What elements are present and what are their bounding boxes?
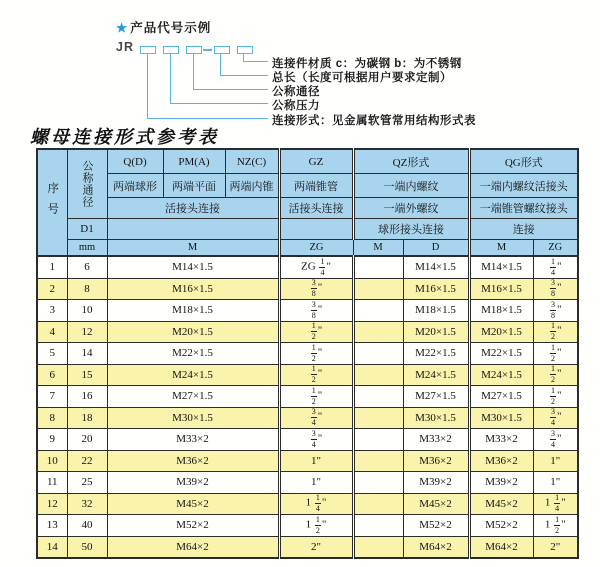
header-blank: [107, 219, 279, 240]
cell-qz-d: M24×1.5: [403, 364, 469, 386]
cell-seq: 11: [37, 472, 67, 494]
code-box: [237, 46, 253, 54]
cell-qg-m: M39×2: [469, 472, 533, 494]
header-unit-mm: mm: [67, 240, 107, 257]
header-seq: 序号: [37, 149, 67, 256]
cell-qz-d: M27×1.5: [403, 386, 469, 408]
header-qg-desc1: 一端内螺纹活接头: [469, 174, 578, 198]
cell-qg-zg: $\frac{1}{2}$ ": [533, 343, 578, 365]
header-qz-desc1: 一端内螺纹: [353, 174, 469, 198]
cell-qg-m: M14×1.5: [469, 256, 533, 278]
cell-dn: 8: [67, 278, 107, 300]
cell-gz: $\frac{1}{2}$ ": [279, 386, 353, 408]
code-label-connection: 连接形式：见金属软管常用结构形式表: [272, 115, 476, 127]
cell-qg-m: M33×2: [469, 429, 533, 451]
cell-gz: 1 $\frac{1}{4}$ ": [279, 493, 353, 515]
cell-seq: 2: [37, 278, 67, 300]
cell-dn: 6: [67, 256, 107, 278]
cell-dn: 14: [67, 343, 107, 365]
header-gz-conn: 活接头连接: [279, 198, 353, 219]
table-row: [37, 450, 578, 472]
cell-m: M45×2: [107, 493, 279, 515]
cell-m: M27×1.5: [107, 386, 279, 408]
header-col-qg: QG形式: [469, 149, 578, 174]
cell-dn: 40: [67, 515, 107, 537]
cell-m: M20×1.5: [107, 321, 279, 343]
table-row: [37, 364, 578, 386]
connector-line: [170, 103, 268, 104]
cell-qg-m: M20×1.5: [469, 321, 533, 343]
header-col-gz: GZ: [279, 149, 353, 174]
connector-line: [220, 53, 221, 76]
cell-gz: $\frac{3}{8}$ ": [279, 278, 353, 300]
header-union-conn: 活接头连接: [107, 198, 279, 219]
cell-dn: 32: [67, 493, 107, 515]
cell-qg-zg: $\frac{1}{2}$ ": [533, 321, 578, 343]
code-prefix: JR: [116, 40, 134, 54]
cell-dn: 12: [67, 321, 107, 343]
cell-seq: 10: [37, 450, 67, 472]
cell-qz-m: [353, 515, 403, 537]
code-label-material: 连接件材质 c：为碳钢 b：为不锈钢: [272, 58, 462, 70]
table-row: [37, 343, 578, 365]
cell-gz: 1 $\frac{1}{2}$ ": [279, 515, 353, 537]
cell-gz: $\frac{3}{4}$ ": [279, 407, 353, 429]
code-label-length: 总长（长度可根据用户要求定制）: [272, 72, 452, 84]
cell-qz-d: M45×2: [403, 493, 469, 515]
header-qg-desc2: 一端锥管螺纹接头: [469, 198, 578, 219]
table-row: [37, 256, 578, 278]
cell-gz: $\frac{3}{4}$ ": [279, 429, 353, 451]
cell-seq: 4: [37, 321, 67, 343]
cell-dn: 50: [67, 536, 107, 558]
cell-dn: 15: [67, 364, 107, 386]
cell-seq: 14: [37, 536, 67, 558]
cell-qg-m: M36×2: [469, 450, 533, 472]
diagram-title-text: 产品代号示例: [130, 21, 212, 35]
cell-qg-zg: 1": [533, 450, 578, 472]
cell-m: M14×1.5: [107, 256, 279, 278]
cell-seq: 7: [37, 386, 67, 408]
header-nz-desc: 两端内锥: [225, 174, 279, 198]
header-col-qz: QZ形式: [353, 149, 469, 174]
cell-seq: 12: [37, 493, 67, 515]
cell-qg-zg: 2": [533, 536, 578, 558]
cell-qz-m: [353, 429, 403, 451]
cell-seq: 8: [37, 407, 67, 429]
cell-qz-m: [353, 472, 403, 494]
cell-qz-d: M64×2: [403, 536, 469, 558]
cell-seq: 6: [37, 364, 67, 386]
header-dn: 公称通径: [67, 149, 107, 219]
cell-seq: 5: [37, 343, 67, 365]
cell-qg-zg: 1": [533, 472, 578, 494]
connector-line: [193, 89, 268, 90]
cell-gz: ZG $\frac{1}{4}$ ": [279, 256, 353, 278]
header-qz-conn: 球形接头连接: [353, 219, 469, 240]
cell-qz-d: M20×1.5: [403, 321, 469, 343]
cell-seq: 1: [37, 256, 67, 278]
cell-qg-zg: $\frac{1}{4}$ ": [533, 256, 578, 278]
cell-m: M16×1.5: [107, 278, 279, 300]
cell-qz-d: M18×1.5: [403, 300, 469, 322]
cell-qg-m: M52×2: [469, 515, 533, 537]
cell-qg-m: M27×1.5: [469, 386, 533, 408]
table-body: [37, 256, 578, 558]
cell-qz-m: [353, 278, 403, 300]
header-unit-qg-zg: ZG: [533, 240, 578, 257]
cell-qz-m: [353, 493, 403, 515]
cell-qz-m: [353, 450, 403, 472]
header-qz-desc2: 一端外螺纹: [353, 198, 469, 219]
cell-gz: 1": [279, 450, 353, 472]
header-unit-m: M: [107, 240, 279, 257]
cell-qz-d: M39×2: [403, 472, 469, 494]
cell-qz-d: M33×2: [403, 429, 469, 451]
table-row: [37, 300, 578, 322]
connector-line: [170, 53, 171, 104]
cell-gz: $\frac{1}{2}$ ": [279, 364, 353, 386]
header-col-nz: NZ(C): [225, 149, 279, 174]
header-d1: D1: [67, 219, 107, 240]
cell-qg-zg: $\frac{3}{4}$ ": [533, 429, 578, 451]
cell-dn: 16: [67, 386, 107, 408]
cell-m: M52×2: [107, 515, 279, 537]
cell-qz-m: [353, 256, 403, 278]
cell-qz-d: M30×1.5: [403, 407, 469, 429]
table-title: 螺母连接形式参考表: [30, 127, 219, 148]
cell-m: M30×1.5: [107, 407, 279, 429]
cell-gz: 2": [279, 536, 353, 558]
cell-qg-zg: $\frac{3}{8}$ ": [533, 278, 578, 300]
cell-qg-zg: $\frac{1}{2}$ ": [533, 386, 578, 408]
header-gz-desc: 两端锥管: [279, 174, 353, 198]
cell-qz-m: [353, 364, 403, 386]
cell-qg-m: M30×1.5: [469, 407, 533, 429]
cell-m: M36×2: [107, 450, 279, 472]
cell-dn: 25: [67, 472, 107, 494]
table-row: [37, 429, 578, 451]
cell-seq: 3: [37, 300, 67, 322]
header-col-q: Q(D): [107, 149, 163, 174]
cell-m: M39×2: [107, 472, 279, 494]
star-icon: ★: [116, 21, 129, 35]
connector-line: [147, 53, 148, 119]
table-row: [37, 386, 578, 408]
cell-qg-m: M45×2: [469, 493, 533, 515]
table-row: [37, 472, 578, 494]
cell-dn: 20: [67, 429, 107, 451]
cell-qz-m: [353, 386, 403, 408]
cell-qg-zg: 1 $\frac{1}{4}$ ": [533, 493, 578, 515]
cell-dn: 18: [67, 407, 107, 429]
cell-qg-m: M64×2: [469, 536, 533, 558]
cell-qg-zg: $\frac{3}{8}$ ": [533, 300, 578, 322]
cell-qg-m: M16×1.5: [469, 278, 533, 300]
code-dash: [203, 49, 212, 51]
table-row: [37, 407, 578, 429]
table-row: [37, 278, 578, 300]
cell-qg-m: M22×1.5: [469, 343, 533, 365]
cell-qz-m: [353, 343, 403, 365]
table-row: [37, 493, 578, 515]
cell-seq: 9: [37, 429, 67, 451]
cell-qz-d: M14×1.5: [403, 256, 469, 278]
cell-m: M18×1.5: [107, 300, 279, 322]
cell-qz-m: [353, 321, 403, 343]
nut-connection-table: [36, 148, 579, 559]
header-col-pm: PM(A): [163, 149, 225, 174]
table-row: [37, 321, 578, 343]
cell-gz: $\frac{3}{8}$ ": [279, 300, 353, 322]
header-unit-qz-d: D: [403, 240, 469, 257]
cell-qg-zg: $\frac{1}{2}$ ": [533, 364, 578, 386]
cell-m: M24×1.5: [107, 364, 279, 386]
cell-gz: $\frac{1}{2}$ ": [279, 321, 353, 343]
cell-qz-m: [353, 300, 403, 322]
cell-qg-zg: $\frac{3}{4}$ ": [533, 407, 578, 429]
table-row: [37, 536, 578, 558]
table-row: [37, 515, 578, 537]
connector-line: [243, 61, 268, 62]
cell-seq: 13: [37, 515, 67, 537]
cell-qg-m: M18×1.5: [469, 300, 533, 322]
diagram-title: [116, 18, 211, 36]
header-qg-conn: 连接: [469, 219, 578, 240]
cell-dn: 10: [67, 300, 107, 322]
connector-line: [220, 75, 268, 76]
cell-m: M33×2: [107, 429, 279, 451]
header-blank: [279, 219, 353, 240]
cell-qg-zg: 1 $\frac{1}{2}$ ": [533, 515, 578, 537]
cell-qz-d: M36×2: [403, 450, 469, 472]
code-label-pressure: 公称压力: [272, 100, 320, 112]
cell-dn: 22: [67, 450, 107, 472]
code-box: [214, 46, 230, 54]
cell-qz-d: M52×2: [403, 515, 469, 537]
header-unit-qz-m: M: [353, 240, 403, 257]
header-unit-zg: ZG: [279, 240, 353, 257]
code-label-diameter: 公称通径: [272, 86, 320, 98]
cell-qz-d: M16×1.5: [403, 278, 469, 300]
cell-qz-m: [353, 407, 403, 429]
connector-line: [193, 53, 194, 90]
cell-qz-m: [353, 536, 403, 558]
cell-m: M64×2: [107, 536, 279, 558]
cell-qz-d: M22×1.5: [403, 343, 469, 365]
connector-line: [147, 118, 268, 119]
header-unit-qg-m: M: [469, 240, 533, 257]
header-pm-desc: 两端平面: [163, 174, 225, 198]
header-q-desc: 两端球形: [107, 174, 163, 198]
cell-m: M22×1.5: [107, 343, 279, 365]
cell-gz: $\frac{1}{2}$ ": [279, 343, 353, 365]
cell-qg-m: M24×1.5: [469, 364, 533, 386]
cell-gz: 1": [279, 472, 353, 494]
